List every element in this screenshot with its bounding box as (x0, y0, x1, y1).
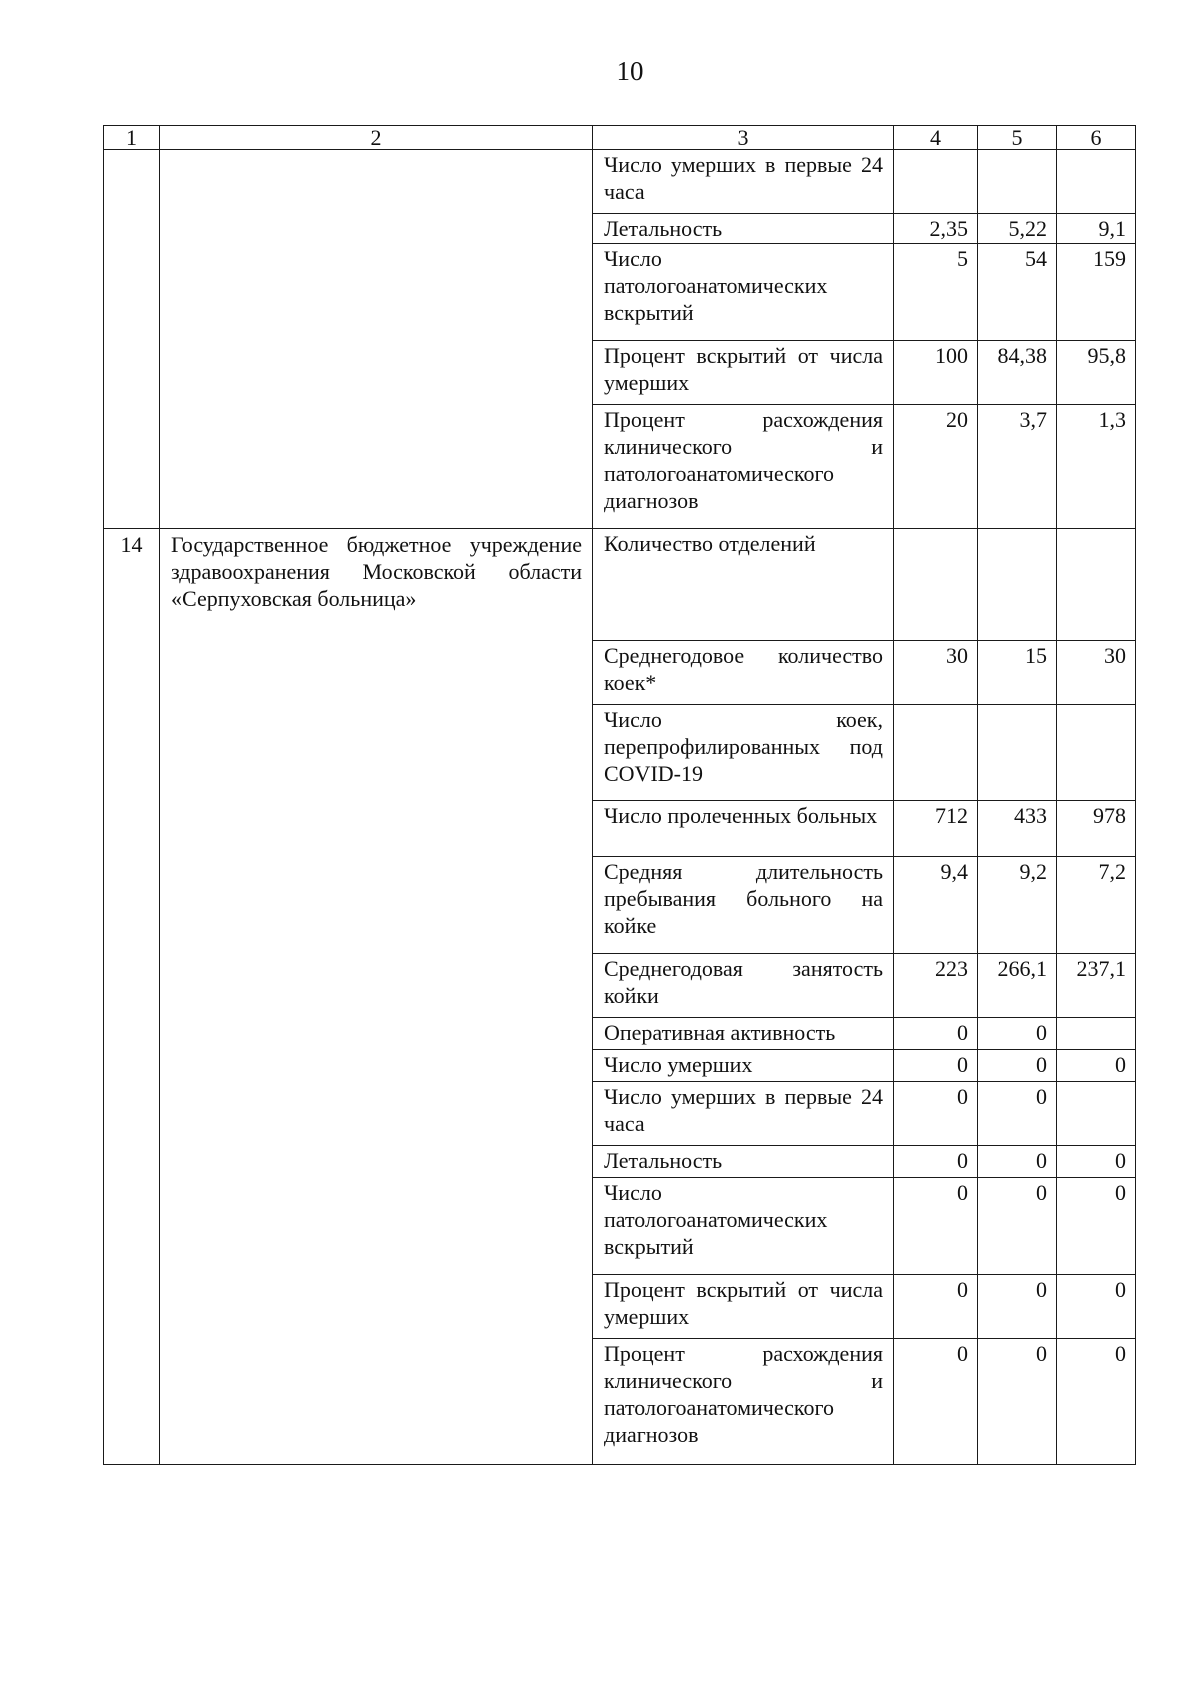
indicator-cell: Число пролеченных больных (593, 801, 894, 857)
value-cell (978, 150, 1057, 214)
value-cell: 0 (978, 1339, 1057, 1465)
column-header: 4 (894, 126, 978, 150)
value-cell (1057, 150, 1136, 214)
value-cell: 0 (894, 1050, 978, 1082)
column-header: 5 (978, 126, 1057, 150)
value-cell: 95,8 (1057, 341, 1136, 405)
indicator-cell: Число умерших (593, 1050, 894, 1082)
indicator-cell: Число умерших в первые 24 часа (593, 150, 894, 214)
value-cell: 0 (978, 1050, 1057, 1082)
value-cell: 159 (1057, 244, 1136, 341)
value-cell: 3,7 (978, 405, 1057, 529)
value-cell: 237,1 (1057, 954, 1136, 1018)
value-cell: 433 (978, 801, 1057, 857)
value-cell: 7,2 (1057, 857, 1136, 954)
indicator-cell: Летальность (593, 1146, 894, 1178)
value-cell: 5,22 (978, 214, 1057, 244)
indicator-cell: Летальность (593, 214, 894, 244)
value-cell: 20 (894, 405, 978, 529)
value-cell: 0 (1057, 1275, 1136, 1339)
indicator-cell: Оперативная активность (593, 1018, 894, 1050)
value-cell: 0 (894, 1082, 978, 1146)
institution-cell (160, 150, 593, 529)
value-cell: 1,3 (1057, 405, 1136, 529)
value-cell: 0 (978, 1178, 1057, 1275)
value-cell: 0 (978, 1018, 1057, 1050)
value-cell: 0 (1057, 1339, 1136, 1465)
page-number: 10 (616, 56, 644, 86)
value-cell: 0 (894, 1018, 978, 1050)
value-cell: 0 (894, 1146, 978, 1178)
value-cell: 30 (1057, 641, 1136, 705)
value-cell (1057, 705, 1136, 801)
indicator-cell: Среднегодовая занятость койки (593, 954, 894, 1018)
value-cell: 0 (978, 1146, 1057, 1178)
indicator-cell: Процент вскрытий от числа умерших (593, 341, 894, 405)
institution-name: Государственное бюджетное учреждение здравоохранения Московской области «Серпуховская больница» (160, 529, 593, 1465)
value-cell (1057, 529, 1136, 641)
column-header: 2 (160, 126, 593, 150)
value-cell (1057, 1082, 1136, 1146)
value-cell: 0 (894, 1339, 978, 1465)
indicator-cell: Средняя длительность пребывания больного на койке (593, 857, 894, 954)
value-cell: 9,1 (1057, 214, 1136, 244)
indicator-cell: Процент вскрытий от числа умерших (593, 1275, 894, 1339)
value-cell (978, 705, 1057, 801)
table-row (104, 150, 1136, 214)
value-cell: 2,35 (894, 214, 978, 244)
indicator-cell: Число патологоанатомических вскрытий (593, 244, 894, 341)
indicator-cell: Число патологоанатомических вскрытий (593, 1178, 894, 1275)
statistics-table (103, 125, 1136, 1465)
value-cell (1057, 1018, 1136, 1050)
value-cell (894, 529, 978, 641)
value-cell: 712 (894, 801, 978, 857)
value-cell: 0 (894, 1178, 978, 1275)
value-cell: 0 (1057, 1178, 1136, 1275)
value-cell: 0 (1057, 1050, 1136, 1082)
value-cell: 0 (894, 1275, 978, 1339)
value-cell: 15 (978, 641, 1057, 705)
value-cell: 54 (978, 244, 1057, 341)
value-cell: 978 (1057, 801, 1136, 857)
value-cell: 9,4 (894, 857, 978, 954)
value-cell: 0 (1057, 1146, 1136, 1178)
indicator-cell: Процент расхождения клинического и патологоанатомического диагнозов (593, 405, 894, 529)
indicator-cell: Число коек, перепрофилированных под COVID-19 (593, 705, 894, 801)
value-cell: 0 (978, 1082, 1057, 1146)
value-cell: 100 (894, 341, 978, 405)
value-cell: 84,38 (978, 341, 1057, 405)
value-cell: 266,1 (978, 954, 1057, 1018)
table-row (104, 529, 1136, 641)
column-header: 1 (104, 126, 160, 150)
column-header: 6 (1057, 126, 1136, 150)
value-cell (894, 150, 978, 214)
value-cell (894, 705, 978, 801)
column-header-row (104, 126, 1136, 150)
value-cell: 223 (894, 954, 978, 1018)
value-cell: 5 (894, 244, 978, 341)
indicator-cell: Процент расхождения клинического и патологоанатомического диагнозов (593, 1339, 894, 1465)
indicator-cell: Число умерших в первые 24 часа (593, 1082, 894, 1146)
value-cell (978, 529, 1057, 641)
number-cell (104, 150, 160, 529)
indicator-cell: Количество отделений (593, 529, 894, 641)
indicator-cell: Среднегодовое количество коек* (593, 641, 894, 705)
value-cell: 30 (894, 641, 978, 705)
column-header: 3 (593, 126, 894, 150)
value-cell: 0 (978, 1275, 1057, 1339)
row-number: 14 (104, 529, 160, 1465)
value-cell: 9,2 (978, 857, 1057, 954)
